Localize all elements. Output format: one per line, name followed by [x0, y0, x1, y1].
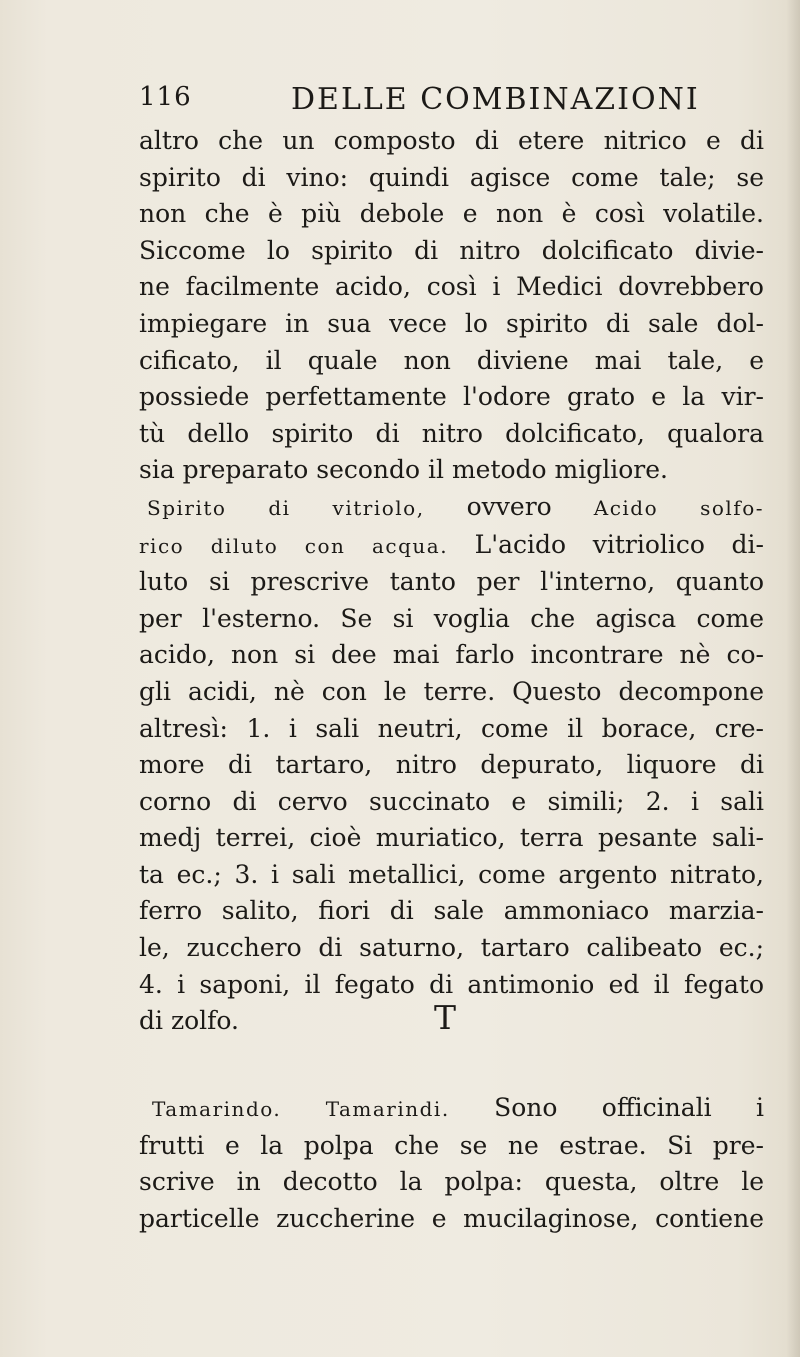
text-line: ne facilmente acido, così i Medici dovrebbero [139, 272, 764, 302]
text-line: possiede perfettamente l'odore grato e la vir- [139, 382, 764, 412]
text-line: altro che un composto di etere nitrico e di [139, 126, 764, 155]
text-line: frutti e la polpa che se ne estrae. Si pre- [139, 1130, 764, 1160]
text-run: L'acido vitriolico di- [474, 529, 764, 559]
text-line: le, zucchero di saturno, tartaro calibeato ec.; [139, 933, 764, 963]
section-letter: T [434, 998, 457, 1037]
text-line: spirito di vino: quindi agisce come tale; se [139, 162, 764, 192]
entry-heading: Tamarindi. [325, 1097, 450, 1121]
running-title: DELLE COMBINAZIONI [291, 82, 700, 117]
text-line [139, 527, 764, 565]
text-line: ferro salito, fiori di sale ammoniaco marzia- [139, 896, 764, 926]
text-line: luto si prescrive tanto per l'interno, quanto [139, 567, 764, 597]
text-line: more di tartaro, nitro depurato, liquore di [139, 750, 764, 780]
text-line: cificato, il quale non diviene mai tale, e [139, 345, 764, 375]
page-edge-shadow [786, 0, 800, 1357]
text-line: impiegare in sua vece lo spirito di sale dol- [139, 308, 764, 338]
text-line: tù dello spirito di nitro dolcificato, qualora [139, 418, 764, 448]
text-line: corno di cervo succinato e simili; 2. i sali [139, 786, 764, 816]
entry-heading: Acido solfo- [593, 495, 765, 520]
entry-heading-line [139, 489, 764, 527]
text-line: medj terrei, cioè muriatico, terra pesante sali- [139, 823, 764, 853]
text-line: particelle zuccherine e mucilaginose, contiene [139, 1203, 764, 1233]
entry-heading: Spirito di vitriolo, [147, 495, 425, 520]
text-line: gli acidi, nè con le terre. Questo decompone [139, 676, 764, 706]
text-line: Siccome lo spirito di nitro dolcificato divie- [139, 235, 764, 265]
text-line: altresì: 1. i sali neutri, come il borace, cre- [139, 713, 764, 743]
text-line: sia preparato secondo il metodo migliore. [139, 455, 668, 485]
page-header [139, 82, 749, 122]
tamarindo-entry [139, 1090, 764, 1237]
entry-heading-line [152, 1090, 764, 1128]
text-run: Sono officinali i [494, 1093, 764, 1122]
entry-heading: rico diluto con acqua. [139, 533, 449, 558]
entry-heading-join: ovvero [466, 491, 552, 521]
text-line: acido, non si dee mai farlo incontrare nè co- [139, 640, 764, 670]
text-line: non che è più debole e non è così volatile. [139, 199, 764, 229]
text-line: 4. i saponi, il fegato di antimonio ed il fegato [139, 969, 764, 999]
text-line: ta ec.; 3. i sali metallici, come argento nitrato, [139, 859, 764, 889]
text-line: di zolfo. [139, 1006, 239, 1036]
page-number: 116 [139, 82, 192, 112]
main-text-block [139, 123, 764, 1040]
text-line: scrive in decotto la polpa: questa, oltre le [139, 1167, 764, 1197]
text-line: per l'esterno. Se si voglia che agisca come [139, 603, 764, 633]
entry-heading: Tamarindo. [152, 1097, 282, 1121]
